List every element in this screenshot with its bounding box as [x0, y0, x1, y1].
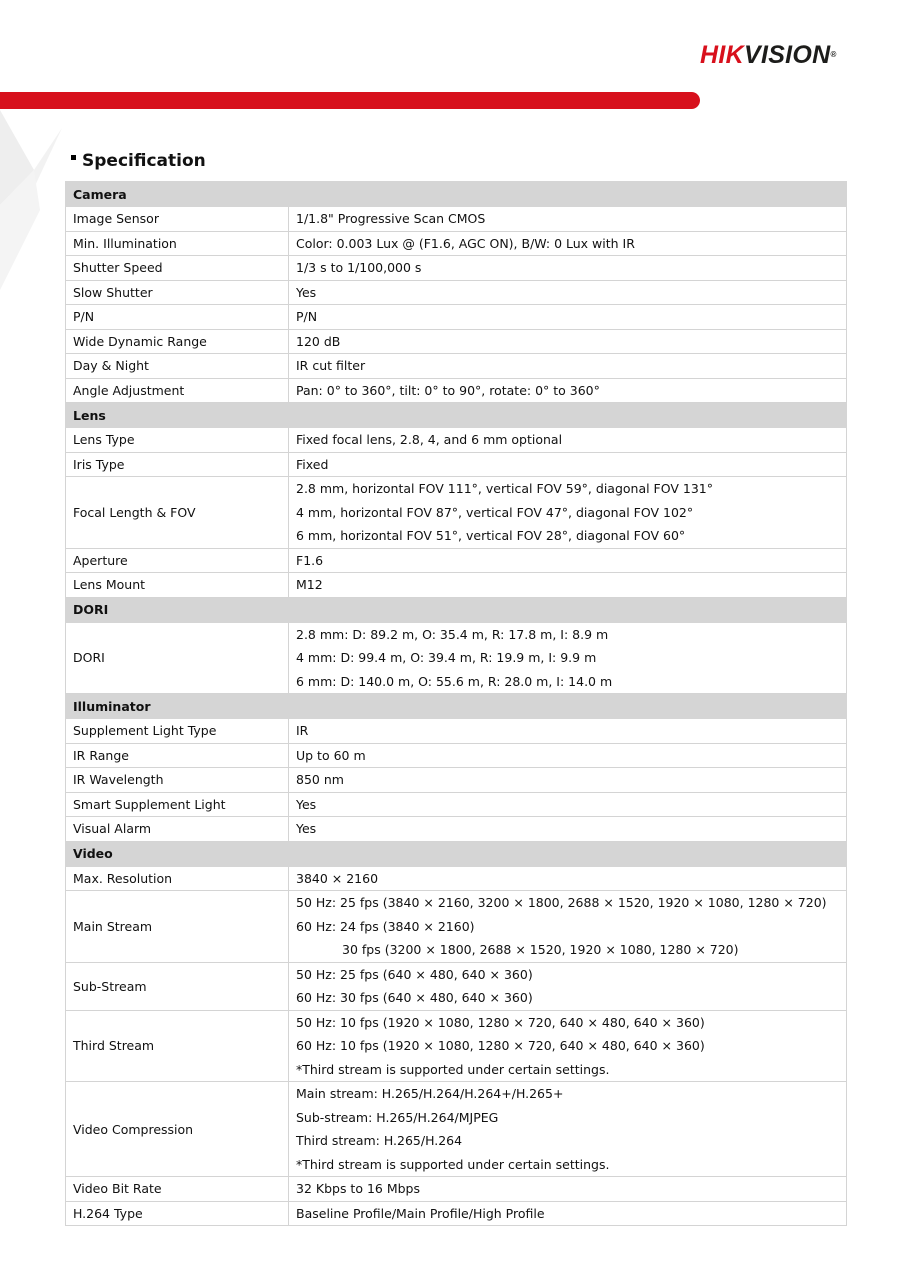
spec-value-line: 4 mm, horizontal FOV 87°, vertical FOV 47°, diagonal FOV 102° [296, 504, 694, 520]
spec-label: Smart Supplement Light [66, 792, 289, 817]
spec-row [66, 768, 847, 793]
spec-label: Video Compression [66, 1082, 289, 1177]
spec-value [289, 768, 847, 793]
spec-label: Aperture [66, 548, 289, 573]
spec-value [289, 962, 847, 1010]
spec-value-line: 2.8 mm: D: 89.2 m, O: 35.4 m, R: 17.8 m, I: 8.9 m [296, 626, 609, 642]
spec-value [289, 573, 847, 598]
section-title: DORI [66, 597, 847, 622]
logo-hik-text: HIK [700, 41, 744, 69]
spec-label: Angle Adjustment [66, 378, 289, 403]
spec-row [66, 573, 847, 598]
spec-label: Supplement Light Type [66, 719, 289, 744]
section-heading [71, 149, 206, 173]
spec-value-line: 50 Hz: 25 fps (640 × 480, 640 × 360) [296, 966, 533, 982]
spec-row [66, 305, 847, 330]
section-title: Video [66, 841, 847, 866]
spec-value [289, 743, 847, 768]
spec-row [66, 452, 847, 477]
spec-row [66, 743, 847, 768]
section-heading-text: Specification [82, 151, 206, 171]
section-title: Lens [66, 403, 847, 428]
spec-label: Image Sensor [66, 207, 289, 232]
spec-label: Visual Alarm [66, 817, 289, 842]
spec-row [66, 817, 847, 842]
spec-label: Lens Mount [66, 573, 289, 598]
spec-value [289, 207, 847, 232]
section-header-row [66, 182, 847, 207]
spec-label: Min. Illumination [66, 231, 289, 256]
spec-label: Sub-Stream [66, 962, 289, 1010]
spec-value [289, 817, 847, 842]
bullet-icon [71, 155, 76, 160]
spec-value-line: IR [296, 723, 309, 738]
spec-row [66, 548, 847, 573]
spec-value [289, 622, 847, 694]
spec-value [289, 256, 847, 281]
spec-value-line: Third stream: H.265/H.264 [296, 1133, 463, 1148]
spec-value-line: Fixed focal lens, 2.8, 4, and 6 mm optional [296, 432, 563, 447]
spec-value-line: 32 Kbps to 16 Mbps [296, 1181, 420, 1196]
spec-row [66, 622, 847, 694]
spec-row [66, 1082, 847, 1177]
spec-value-line: 60 Hz: 24 fps (3840 × 2160) [296, 918, 475, 934]
spec-row [66, 280, 847, 305]
spec-label: Wide Dynamic Range [66, 329, 289, 354]
spec-row [66, 1177, 847, 1202]
spec-value [289, 452, 847, 477]
spec-value [289, 477, 847, 549]
spec-value-line: *Third stream is supported under certain settings. [296, 1156, 610, 1172]
spec-label: P/N [66, 305, 289, 330]
spec-label: IR Wavelength [66, 768, 289, 793]
spec-value [289, 305, 847, 330]
spec-label: Main Stream [66, 891, 289, 963]
spec-value-line: Yes [296, 796, 317, 812]
hikvision-logo [700, 40, 837, 70]
spec-row [66, 354, 847, 379]
spec-value [289, 1082, 847, 1177]
logo-registered-mark: ® [830, 50, 837, 59]
spec-row [66, 256, 847, 281]
spec-value-line: Main stream: H.265/H.264/H.264+/H.265+ [296, 1086, 564, 1101]
spec-value-line: M12 [296, 577, 323, 592]
spec-value-line: 60 Hz: 10 fps (1920 × 1080, 1280 × 720, 640 × 480, 640 × 360) [296, 1038, 705, 1053]
spec-value-line: *Third stream is supported under certain settings. [296, 1061, 610, 1077]
section-header-row [66, 597, 847, 622]
spec-value [289, 866, 847, 891]
spec-value-line: Fixed [296, 456, 329, 472]
section-header-row [66, 403, 847, 428]
spec-label: Shutter Speed [66, 256, 289, 281]
spec-value-line: 50 Hz: 25 fps (3840 × 2160, 3200 × 1800, 2688 × 1520, 1920 × 1080, 1280 × 720) [296, 895, 827, 910]
spec-label: Max. Resolution [66, 866, 289, 891]
spec-row [66, 1201, 847, 1226]
spec-value-line: Baseline Profile/Main Profile/High Profile [296, 1205, 545, 1221]
spec-value-line: Sub-stream: H.265/H.264/MJPEG [296, 1109, 499, 1125]
spec-value [289, 231, 847, 256]
spec-value-line: Yes [296, 284, 317, 300]
spec-value [289, 428, 847, 453]
spec-value-line: 4 mm: D: 99.4 m, O: 39.4 m, R: 19.9 m, I: 9.9 m [296, 650, 597, 665]
spec-row [66, 792, 847, 817]
spec-value-line: Up to 60 m [296, 747, 366, 763]
spec-value-line: 2.8 mm, horizontal FOV 111°, vertical FOV 59°, diagonal FOV 131° [296, 481, 713, 496]
spec-value [289, 548, 847, 573]
spec-row [66, 207, 847, 232]
spec-value-line: 6 mm: D: 140.0 m, O: 55.6 m, R: 28.0 m, I: 14.0 m [296, 673, 613, 689]
spec-value [289, 378, 847, 403]
spec-value-line: 1/1.8" Progressive Scan CMOS [296, 211, 486, 226]
spec-value-line: 6 mm, horizontal FOV 51°, vertical FOV 28°, diagonal FOV 60° [296, 528, 686, 543]
spec-value-line: Pan: 0° to 360°, tilt: 0° to 90°, rotate: 0° to 360° [296, 382, 600, 398]
spec-value-line: 3840 × 2160 [296, 870, 379, 886]
spec-value [289, 1177, 847, 1202]
spec-value [289, 1010, 847, 1082]
spec-row [66, 962, 847, 1010]
spec-value-line: 50 Hz: 10 fps (1920 × 1080, 1280 × 720, 640 × 480, 640 × 360) [296, 1014, 705, 1030]
spec-row [66, 719, 847, 744]
header-red-bar [0, 92, 700, 109]
spec-label: Lens Type [66, 428, 289, 453]
spec-value-line: F1.6 [296, 552, 324, 568]
spec-row [66, 866, 847, 891]
spec-value-line: Color: 0.003 Lux @ (F1.6, AGC ON), B/W: 0 Lux with IR [296, 235, 635, 251]
spec-label: Video Bit Rate [66, 1177, 289, 1202]
spec-label: Day & Night [66, 354, 289, 379]
spec-value-line: Yes [296, 821, 317, 836]
spec-label: Focal Length & FOV [66, 477, 289, 549]
spec-value-line: 30 fps (3200 × 1800, 2688 × 1520, 1920 × 1080, 1280 × 720) [342, 942, 739, 957]
section-title: Camera [66, 182, 847, 207]
spec-label: Third Stream [66, 1010, 289, 1082]
spec-row [66, 378, 847, 403]
spec-value [289, 1201, 847, 1226]
logo-vision-text: VISION [743, 41, 831, 69]
specification-table [65, 181, 847, 1226]
spec-row [66, 1010, 847, 1082]
spec-value [289, 719, 847, 744]
section-header-row [66, 694, 847, 719]
spec-value-line: 1/3 s to 1/100,000 s [296, 260, 422, 275]
spec-row [66, 231, 847, 256]
spec-value [289, 792, 847, 817]
spec-row [66, 428, 847, 453]
spec-label: Iris Type [66, 452, 289, 477]
spec-row [66, 891, 847, 963]
spec-value [289, 329, 847, 354]
spec-value [289, 891, 847, 963]
spec-value [289, 280, 847, 305]
spec-row [66, 477, 847, 549]
spec-value-line: P/N [296, 309, 318, 324]
spec-label: H.264 Type [66, 1201, 289, 1226]
spec-row [66, 329, 847, 354]
spec-value-line: IR cut filter [296, 358, 366, 373]
section-title: Illuminator [66, 694, 847, 719]
spec-value [289, 354, 847, 379]
spec-value-line: 120 dB [296, 333, 341, 349]
spec-label: Slow Shutter [66, 280, 289, 305]
spec-label: DORI [66, 622, 289, 694]
spec-value-line: 60 Hz: 30 fps (640 × 480, 640 × 360) [296, 990, 533, 1005]
section-header-row [66, 841, 847, 866]
spec-label: IR Range [66, 743, 289, 768]
spec-value-line: 850 nm [296, 772, 344, 787]
